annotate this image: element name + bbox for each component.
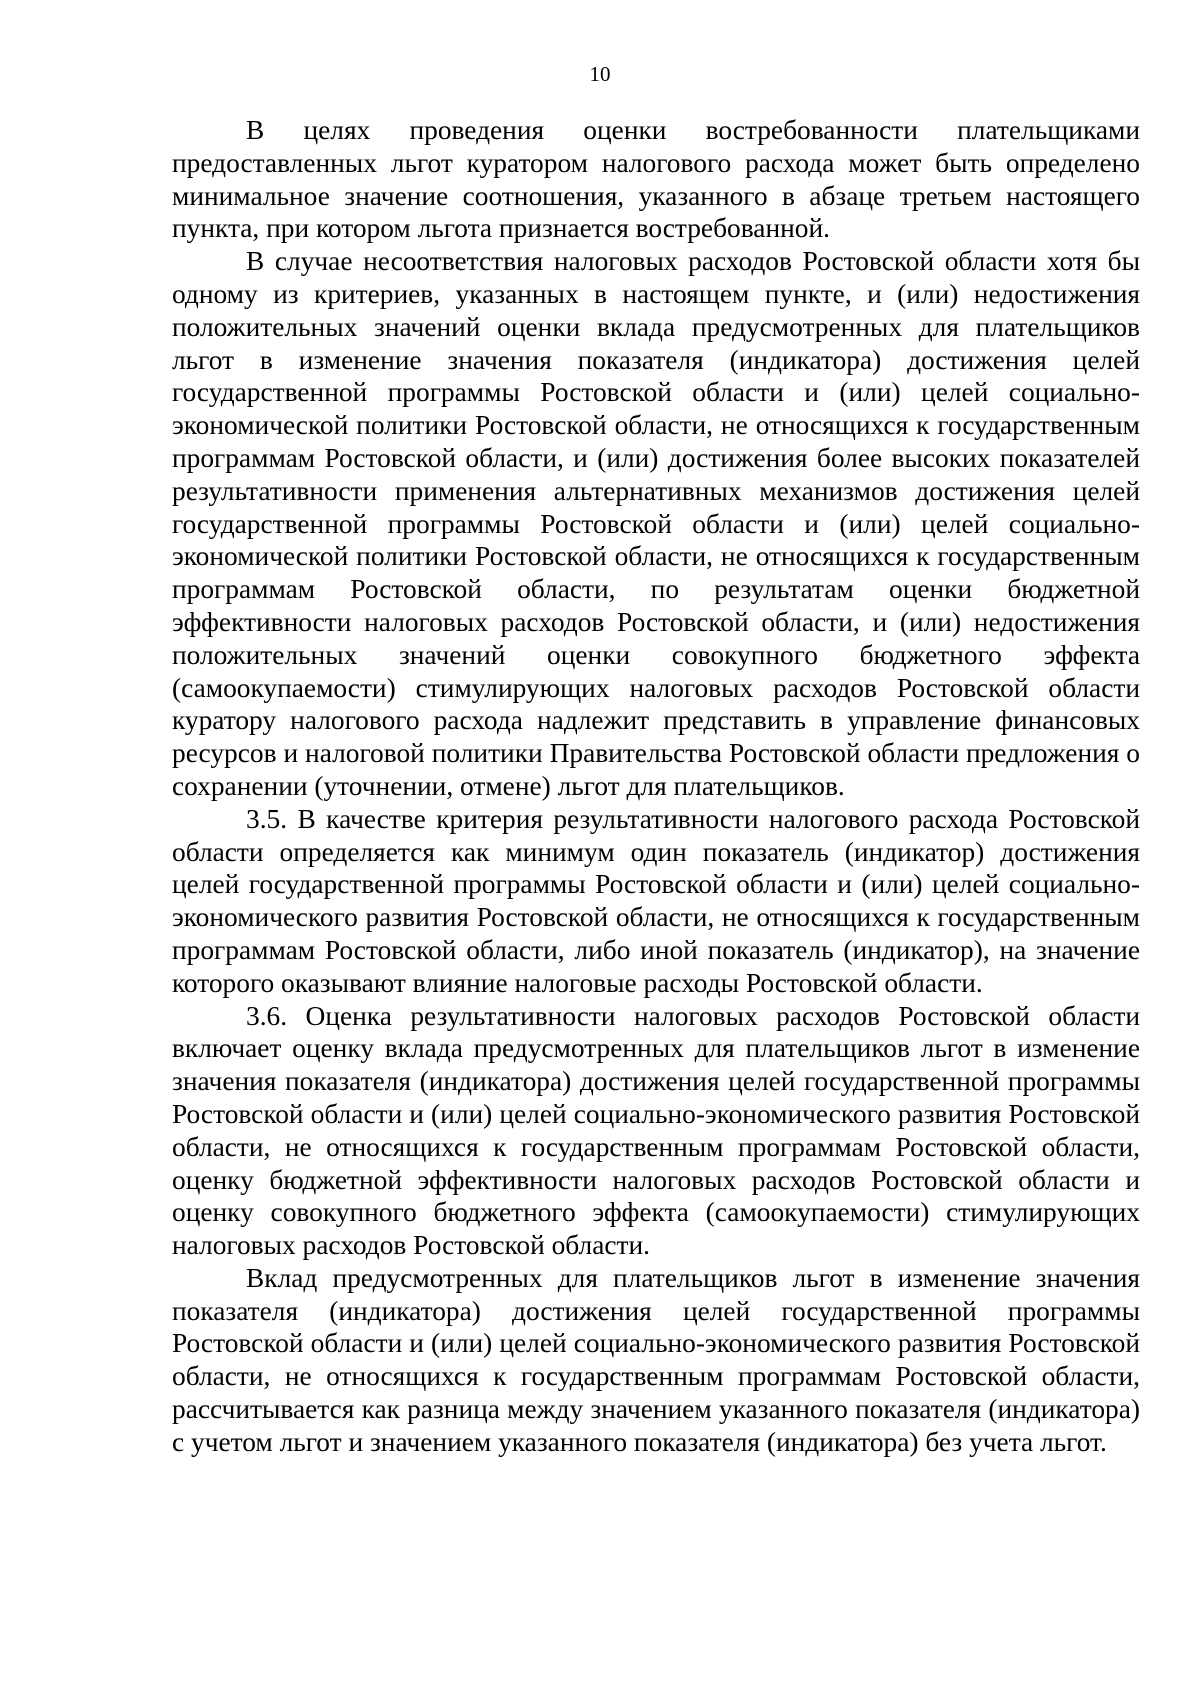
paragraph-3-5-effectiveness-criterion: 3.5. В качестве критерия результативности налогового расхода Ростовской области определяется как минимум один показатель (индикатор) достижения целей государственной программы Ростовской области и (или) целей социально-экономического развития Ростовской области, не относящихся к государственным программам Ростовской области, либо иной показатель (индикатор), на значение которого оказывают влияние налоговые расходы Ростовской области. (172, 803, 1140, 998)
paragraph-contribution-calculation: Вклад предусмотренных для плательщиков льгот в изменение значения показателя (индикатора) достижения целей государственной программы Ростовской области и (или) целей социально-экономического развития Ростовской области, не относящихся к государственным программам Ростовской области, рассчитывается как разница между значением указанного показателя (индикатора) с учетом льгот и значением указанного показателя (индикатора) без учета льгот. (172, 1262, 1140, 1457)
body-text (172, 114, 1140, 1459)
page-number: 10 (589, 62, 611, 86)
paragraph-3-6-effectiveness-assessment: 3.6. Оценка результативности налоговых расходов Ростовской области включает оценку вклада предусмотренных для плательщиков льгот в изменение значения показателя (индикатора) достижения целей государственной программы Ростовской области и (или) целей социально-экономического развития Ростовской области, не относящихся к государственным программам Ростовской области, оценку бюджетной эффективности налоговых расходов Ростовской области и оценку совокупного бюджетного эффекта (самоокупаемости) стимулирующих налоговых расходов Ростовской области. (172, 1000, 1140, 1261)
paragraph-demand-assessment: В целях проведения оценки востребованности плательщиками предоставленных льгот куратором налогового расхода может быть определено минимальное значение соотношения, указанного в абзаце третьем настоящего пункта, при котором льгота признается востребованной. (172, 115, 1140, 244)
paragraph-noncompliance-proposals: В случае несоответствия налоговых расходов Ростовской области хотя бы одному из критериев, указанных в настоящем пункте, и (или) недостижения положительных значений оценки вклада предусмотренных для плательщиков льгот в изменение значения показателя (индикатора) достижения целей государственной программы Ростовской области и (или) целей социально-экономической политики Ростовской области, не относящихся к государственным программам Ростовской области, и (или) достижения более высоких показателей результативности применения альтернативных механизмов достижения целей государственной программы Ростовской области и (или) целей социально-экономической политики Ростовской области, не относящихся к государственным программам Ростовской области, по результатам оценки бюджетной эффективности налоговых расходов Ростовской области, и (или) недостижения положительных значений оценки совокупного бюджетного эффекта (самоокупаемости) стимулирующих налоговых расходов Ростовской области куратору налогового расхода надлежит представить в управление финансовых ресурсов и налоговой политики Правительства Ростовской области предложения о сохранении (уточнении, отмене) льгот для плательщиков. (172, 246, 1140, 801)
